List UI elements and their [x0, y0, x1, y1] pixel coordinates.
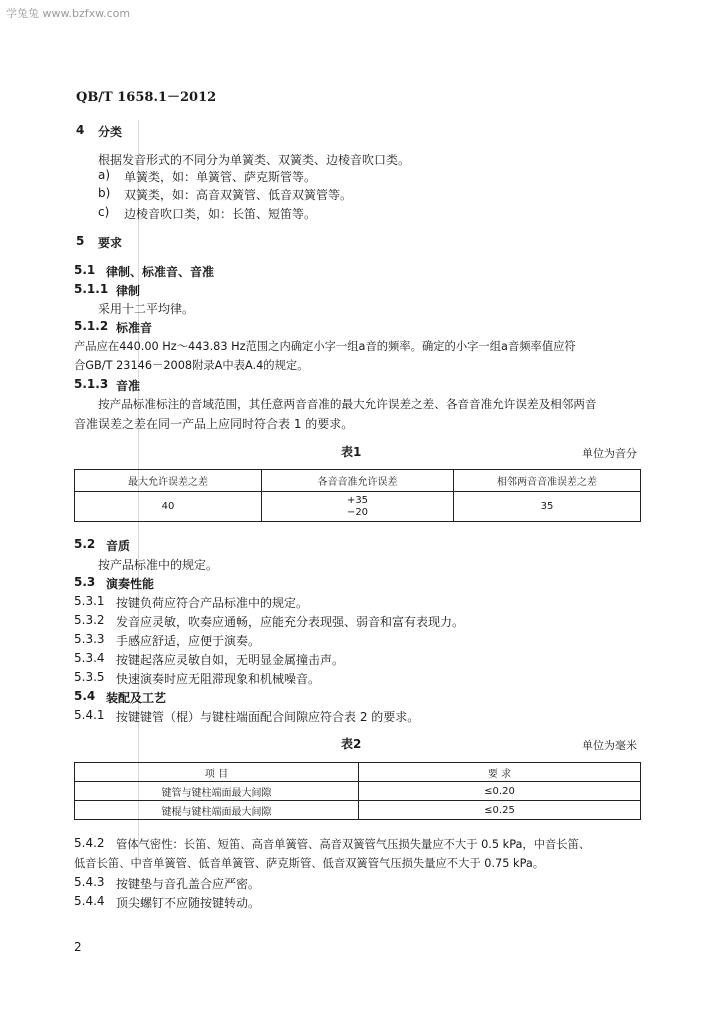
table-1-header: 最大允许误差之差 — [75, 470, 262, 492]
list-item-c-mark: c) — [98, 205, 110, 219]
table-1-header: 各音音准允许误差 — [262, 470, 454, 492]
section-5-1-2-heading: 标准音 — [116, 321, 153, 335]
clause-text: 按键垫与音孔盖合应严密。 — [116, 877, 261, 891]
section-5-1-1-number: 5.1.1 — [74, 282, 109, 296]
section-5-3-number: 5.3 — [74, 575, 96, 589]
section-4-intro: 根据发音形式的不同分为单簧类、双簧类、边棱音吹口类。 — [98, 153, 411, 167]
section-5-2-number: 5.2 — [74, 537, 96, 551]
section-5-number: 5 — [76, 234, 85, 248]
clause-number: 5.3.1 — [74, 594, 105, 608]
section-5-1-1-heading: 律制 — [116, 284, 141, 298]
section-4-heading: 分类 — [98, 125, 123, 139]
table-2 — [74, 762, 641, 820]
table-1-cell-upper: +35 — [346, 494, 369, 506]
clause-number: 5.3.4 — [74, 651, 105, 665]
section-5-1-2-line1: 产品应在440.00 Hz～443.83 Hz范围之内确定小字一组a音的频率。确定的小字一组a音频率值应符 — [74, 340, 576, 353]
section-5-1-2-number: 5.1.2 — [74, 319, 109, 333]
section-5-1-3-line1: 按产品标准标注的音域范围，其任意两音音准的最大允许误差之差、各音音准允许误差及相邻两音 — [98, 397, 597, 411]
table-2-cell: ≤0.20 — [359, 782, 641, 801]
list-item-a: 单簧类，如：单簧管、萨克斯管等。 — [124, 170, 317, 184]
section-5-1-2-line2: 合GB/T 23146－2008附录A中表A.4的规定。 — [74, 359, 309, 372]
table-2-unit: 单位为毫米 — [582, 739, 637, 752]
table-1-cell-lower: −20 — [346, 506, 369, 518]
clause-number: 5.4.1 — [74, 708, 105, 722]
table-2-header: 要 求 — [359, 763, 641, 782]
clause-text: 快速演奏时应无阻滞现象和机械噪音。 — [116, 672, 321, 686]
list-item-b: 双簧类，如：高音双簧管、低音双簧管等。 — [124, 188, 353, 202]
table-1-header: 相邻两音音准误差之差 — [454, 470, 641, 492]
list-item-c: 边棱音吹口类，如：长笛、短笛等。 — [124, 207, 317, 221]
section-5-1-3-heading: 音准 — [116, 379, 141, 393]
table-1-unit: 单位为音分 — [582, 447, 637, 460]
section-5-4-2-line2: 低音长笛、中音单簧管、低音单簧管、萨克斯管、低音双簧管气压损失量应不大于 0.75 kPa。 — [74, 857, 545, 870]
section-5-4-heading: 装配及工艺 — [106, 691, 167, 705]
section-5-3-heading: 演奏性能 — [106, 577, 155, 591]
section-5-1-1-text: 采用十二平均律。 — [98, 302, 195, 316]
clause-number: 5.3.5 — [74, 670, 105, 684]
section-5-4-number: 5.4 — [74, 689, 96, 703]
standard-number: QB/T 1658.1－2012 — [76, 90, 217, 105]
table-2-cell: ≤0.25 — [359, 801, 641, 820]
section-5-1-number: 5.1 — [74, 263, 96, 277]
clause-number: 5.3.3 — [74, 632, 105, 646]
watermark: 学兔兔 www.bzfxw.com — [6, 7, 131, 20]
clause-text: 手感应舒适，应便于演奏。 — [116, 634, 261, 648]
clause-number: 5.4.4 — [74, 894, 105, 908]
table-1-cell — [262, 492, 454, 522]
table-1-cell: 40 — [75, 492, 262, 522]
clause-text: 顶尖螺钉不应随按键转动。 — [116, 896, 261, 910]
clause-number: 5.3.2 — [74, 613, 105, 627]
clause-number: 5.4.3 — [74, 875, 105, 889]
table-1 — [74, 469, 641, 522]
table-2-header: 项 目 — [75, 763, 359, 782]
clause-text: 发音应灵敏，吹奏应通畅，应能充分表现强、弱音和富有表现力。 — [116, 615, 465, 629]
clause-number: 5.4.2 — [74, 836, 105, 850]
section-5-1-heading: 律制、标准音、音准 — [106, 265, 215, 279]
section-5-2-text: 按产品标准中的规定。 — [98, 558, 219, 572]
list-item-b-mark: b) — [98, 186, 111, 200]
table-2-cell: 键管与键柱端面最大间隙 — [75, 782, 359, 801]
section-4-number: 4 — [76, 123, 85, 137]
page-number: 2 — [74, 940, 82, 954]
clause-text: 按键键管（棍）与键柱端面配合间隙应符合表 2 的要求。 — [116, 710, 420, 724]
clause-text: 按键负荷应符合产品标准中的规定。 — [116, 596, 309, 610]
table-1-caption: 表1 — [341, 445, 362, 459]
list-item-a-mark: a) — [98, 168, 111, 182]
table-1-cell: 35 — [454, 492, 641, 522]
section-5-1-3-line2: 音准误差之差在同一产品上应同时符合表 1 的要求。 — [74, 417, 354, 431]
table-2-cell: 键棍与键柱端面最大间隙 — [75, 801, 359, 820]
section-5-heading: 要求 — [98, 236, 123, 250]
section-5-4-2-line1: 管体气密性：长笛、短笛、高音单簧管、高音双簧管气压损失量应不大于 0.5 kPa，中音长笛、 — [116, 838, 591, 851]
section-5-2-heading: 音质 — [106, 539, 131, 553]
section-5-1-3-number: 5.1.3 — [74, 377, 109, 391]
table-2-caption: 表2 — [341, 737, 362, 751]
clause-text: 按键起落应灵敏自如，无明显金属撞击声。 — [116, 653, 345, 667]
